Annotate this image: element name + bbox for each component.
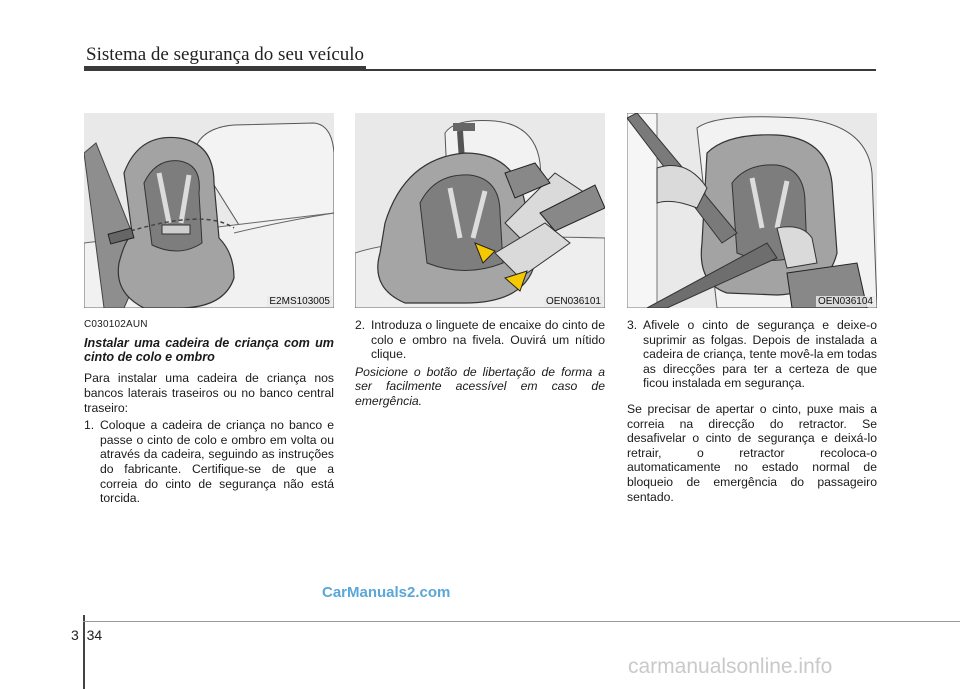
figure-buckling-belt [355,113,605,308]
step-text: Introduza o linguete de encaixe do cinto de colo e ombro na fivela. Ouvirá um nítido clique. [371,318,605,362]
section-code: C030102AUN [84,319,148,330]
tightening-paragraph: Se precisar de apertar o cinto, puxe mais a correia na direcção do retractor. Se desafivelar o cinto de segurança e deixá-lo retrair, o retractor recoloca-o automaticamente no estado normal de bloqueio de emergência do passageiro sentado. [627,401,877,504]
watermark-carmanualsonline[interactable]: carmanualsonline.info [628,655,833,678]
page-header-title: Sistema de segurança do seu veículo [86,44,365,65]
figure-code: OEN036104 [817,296,873,307]
figure-code: E2MS103005 [269,296,330,307]
spacer [627,391,877,402]
watermark-carmanuals2[interactable]: CarManuals2.com [322,584,451,601]
tightening-seat-belt-illustration [627,113,877,308]
step-number: 1. [84,418,95,433]
section-number: 3 [71,627,79,643]
section-subhead: Instalar uma cadeira de criança com um cinto de colo e ombro [84,335,334,364]
note-paragraph: Posicione o botão de libertação de forma a ser facilmente acessível em caso de emergência. [355,364,605,408]
column-1 [84,318,334,506]
page-number-value: 34 [86,627,103,643]
step-2 [355,318,605,362]
figure-tightening-belt [627,113,877,308]
step-text: Coloque a cadeira de criança no banco e passe o cinto de colo e ombro em volta ou através da cadeira, seguindo as instruções do fabricante. Certifique-se de que a correia do cinto de segurança não está torcida. [100,418,334,506]
step-text: Afivele o cinto de segurança e deixe-o suprimir as folgas. Depois de instalada a cadeira de criança, tente movê-la em todas as direcções para ter a certeza de que ficou instalada em segurança. [643,318,877,391]
step-3 [627,318,877,391]
intro-paragraph: Para instalar uma cadeira de criança nos bancos laterais traseiros ou no banco central traseiro: [84,371,334,415]
buckling-seat-belt-illustration [355,113,605,308]
footer-rule-horizontal [83,621,960,622]
child-seat-rear-seat-illustration [84,113,334,308]
page-number [71,627,102,643]
header-rule-thin [366,69,876,71]
figure-child-seat-rear [84,113,334,308]
column-2 [355,318,605,409]
column-3 [627,318,877,504]
step-number: 2. [355,318,366,332]
step-1 [84,418,334,506]
figure-code: OEN036101 [545,296,601,307]
step-number: 3. [627,318,638,332]
header-rule-thick [84,66,366,71]
